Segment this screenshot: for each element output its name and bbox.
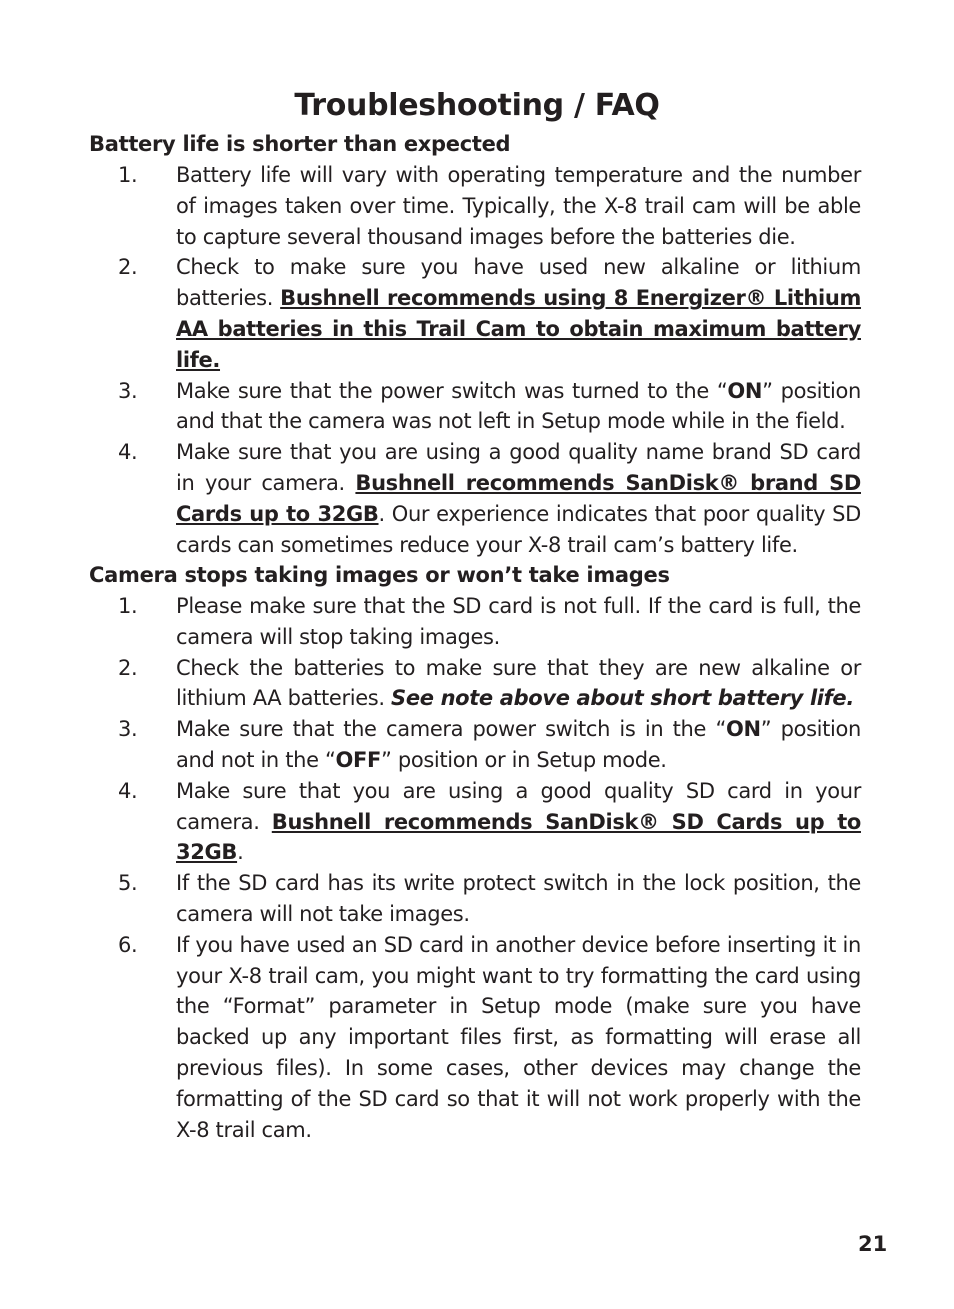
list-item (89, 714, 861, 776)
item-text: Battery life will vary with operating temperature and the number of images taken over time. Typically, the X-8 trail cam will be able to capture several thousand images before the batteries die. (176, 163, 861, 249)
item-text: Make sure that you are using a good quality name brand SD card in your camera. (176, 440, 861, 495)
item-number: 4. (118, 440, 138, 465)
section-heading: Battery life is shorter than expected (89, 132, 511, 156)
faq-section-battery-life (89, 129, 861, 560)
list-item (89, 868, 861, 930)
item-text: Check to make sure you have used new alkaline or lithium batteries. (176, 255, 861, 311)
item-number: 1. (118, 594, 138, 618)
recommendation-text: Bushnell recommends using 8 Energizer® Lithium AA batteries in this Trail Cam to obtain maximum battery life. (176, 286, 862, 372)
faq-list (89, 160, 861, 560)
item-number: 1. (118, 163, 138, 187)
page-number: 21 (858, 1232, 888, 1256)
item-text: ” position and that the camera was not left in Setup mode while in the field. (176, 378, 861, 434)
item-text: Check the batteries to make sure that they are new alkaline or lithium AA batteries. (176, 655, 861, 711)
note-text: See note above about short battery life. (391, 686, 854, 711)
list-item (89, 653, 861, 715)
switch-position-text: ON (727, 378, 763, 403)
item-text: If you have used an SD card in another device before inserting it in your X-8 trail cam, you might want to try formatting the card using the “Format” parameter in Setup mode (make sure you have backed up any important files first, as formatting will erase all previous files). In some cases, other devices may change the formatting of the SD card so that it will not work properly with the X-8 trail cam. (176, 932, 861, 1142)
item-number: 6. (118, 932, 138, 957)
item-number: 2. (118, 255, 138, 280)
page-title: Troubleshooting / FAQ (294, 88, 660, 123)
item-text: Make sure that you are using a good quality SD card in your camera. (176, 778, 861, 834)
recommendation-text: Bushnell recommends SanDisk® SD Cards up to 32GB (176, 809, 861, 865)
list-item (89, 930, 861, 1146)
list-item (89, 160, 861, 252)
list-item (89, 437, 861, 560)
item-number: 2. (118, 655, 138, 680)
item-text: ” position or in Setup mode. (381, 747, 667, 772)
list-item (89, 252, 861, 375)
recommendation-text: Bushnell recommends SanDisk® brand SD Cards up to 32GB (176, 470, 861, 526)
switch-position-text: OFF (335, 747, 381, 772)
item-text: . Our experience indicates that poor quality SD cards can sometimes reduce your X-8 trail cam’s battery life. (176, 501, 861, 557)
item-text: . (237, 840, 244, 865)
list-item (89, 376, 861, 438)
switch-position-text: ON (725, 717, 761, 742)
item-text: Please make sure that the SD card is not full. If the card is full, the camera will stop taking images. (176, 594, 861, 649)
faq-list (89, 591, 861, 1145)
item-number: 4. (118, 778, 138, 803)
list-item (89, 776, 861, 868)
faq-section-camera-stops (89, 560, 861, 1145)
item-text: ” position and not in the “ (176, 717, 861, 772)
item-number: 5. (118, 871, 138, 896)
item-text: If the SD card has its write protect switch in the lock position, the camera will not take images. (176, 871, 861, 926)
item-text: Make sure that the camera power switch is in the “ (176, 717, 726, 742)
item-number: 3. (118, 378, 138, 403)
item-number: 3. (118, 717, 138, 742)
item-text: Make sure that the power switch was turned to the “ (176, 378, 728, 403)
list-item (89, 591, 861, 653)
section-heading: Camera stops taking images or won’t take images (89, 563, 670, 587)
